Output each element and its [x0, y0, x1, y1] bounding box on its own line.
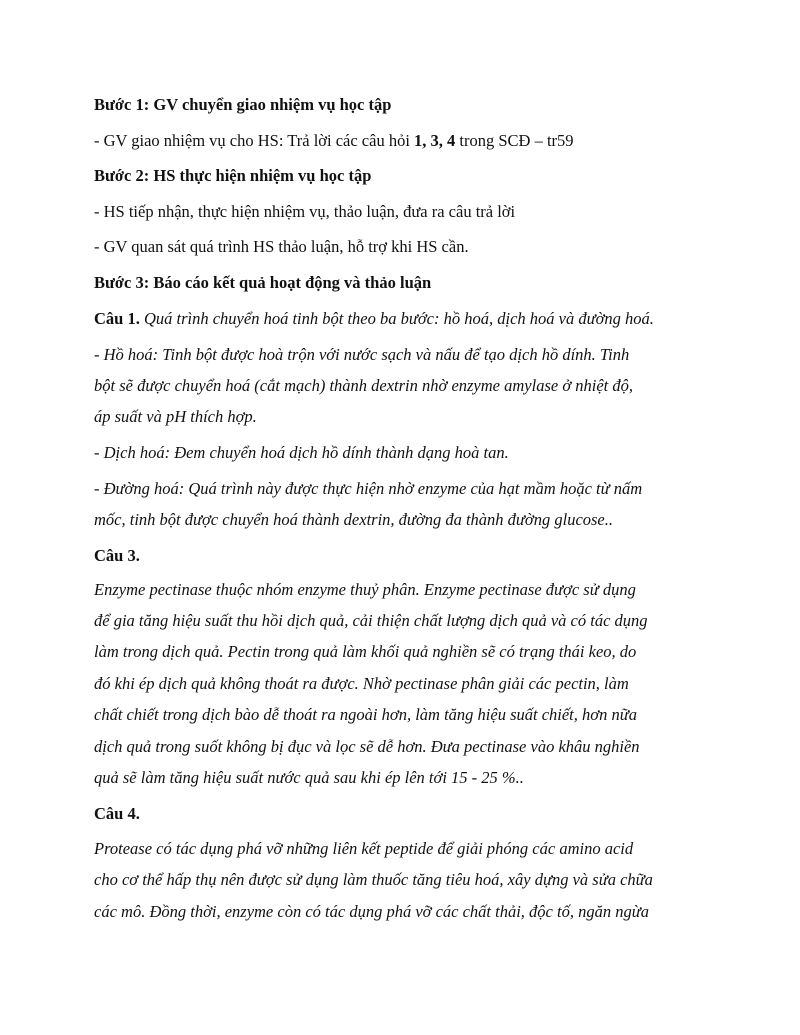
- question4-line: Protease có tác dụng phá vỡ những liên kết peptide để giải phóng các amino acid: [94, 839, 634, 858]
- task-question-numbers: 1, 3, 4: [414, 131, 456, 150]
- step2-heading: Bước 2: HS thực hiện nhiệm vụ học tập: [94, 166, 372, 185]
- question1-label: Câu 1.: [94, 309, 140, 328]
- question1-intro-text: Quá trình chuyển hoá tinh bột theo ba bước: hồ hoá, dịch hoá và đường hoá.: [139, 309, 654, 328]
- step2-line: - HS tiếp nhận, thực hiện nhiệm vụ, thảo luận, đưa ra câu trả lời: [94, 202, 516, 221]
- question1-line: - Dịch hoá: Đem chuyển hoá dịch hồ dính thành dạng hoà tan.: [94, 443, 509, 462]
- question1-line: mốc, tinh bột được chuyển hoá thành dextrin, đường đa thành đường glucose..: [94, 510, 614, 529]
- question3-line: đó khi ép dịch quả không thoát ra được. Nhờ pectinase phân giải các pectin, làm: [94, 674, 629, 693]
- question1-line: - Đường hoá: Quá trình này được thực hiện nhờ enzyme của hạt mầm hoặc từ nấm: [94, 479, 643, 498]
- step1-task: [94, 130, 574, 152]
- task-suffix: trong SCĐ – tr59: [455, 131, 574, 150]
- question1-line: - Hồ hoá: Tinh bột được hoà trộn với nước sạch và nấu để tạo dịch hồ dính. Tinh: [94, 345, 630, 364]
- question1-intro: [94, 308, 654, 330]
- question3-line: chất chiết trong dịch bào dễ thoát ra ngoài hơn, làm tăng hiệu suất chiết, hơn nữa: [94, 705, 637, 724]
- step3-heading: Bước 3: Báo cáo kết quả hoạt động và thảo luận: [94, 273, 432, 292]
- question3-label: Câu 3.: [94, 546, 140, 565]
- step2-line: - GV quan sát quá trình HS thảo luận, hỗ trợ khi HS cần.: [94, 237, 469, 256]
- question1-line: áp suất và pH thích hợp.: [94, 407, 257, 426]
- question3-line: để gia tăng hiệu suất thu hồi dịch quả, cải thiện chất lượng dịch quả và có tác dụng: [94, 611, 648, 630]
- question4-line: các mô. Đồng thời, enzyme còn có tác dụng phá vỡ các chất thải, độc tố, ngăn ngừa: [94, 902, 649, 921]
- question1-line: bột sẽ được chuyển hoá (cắt mạch) thành dextrin nhờ enzyme amylase ở nhiệt độ,: [94, 376, 633, 395]
- task-prefix: - GV giao nhiệm vụ cho HS: Trả lời các câu hỏi: [94, 131, 415, 150]
- question3-line: dịch quả trong suốt không bị đục và lọc sẽ dễ hơn. Đưa pectinase vào khâu nghiền: [94, 737, 640, 756]
- question3-line: quả sẽ làm tăng hiệu suất nước quả sau khi ép lên tới 15 - 25 %..: [94, 768, 524, 787]
- question4-line: cho cơ thể hấp thụ nên được sử dụng làm thuốc tăng tiêu hoá, xây dựng và sửa chữa: [94, 870, 653, 889]
- question3-line: Enzyme pectinase thuộc nhóm enzyme thuỷ phân. Enzyme pectinase được sử dụng: [94, 580, 636, 599]
- step1-heading: Bước 1: GV chuyển giao nhiệm vụ học tập: [94, 95, 392, 114]
- question4-label: Câu 4.: [94, 804, 140, 823]
- question3-line: làm trong dịch quả. Pectin trong quả làm khối quả nghiền sẽ có trạng thái keo, do: [94, 642, 637, 661]
